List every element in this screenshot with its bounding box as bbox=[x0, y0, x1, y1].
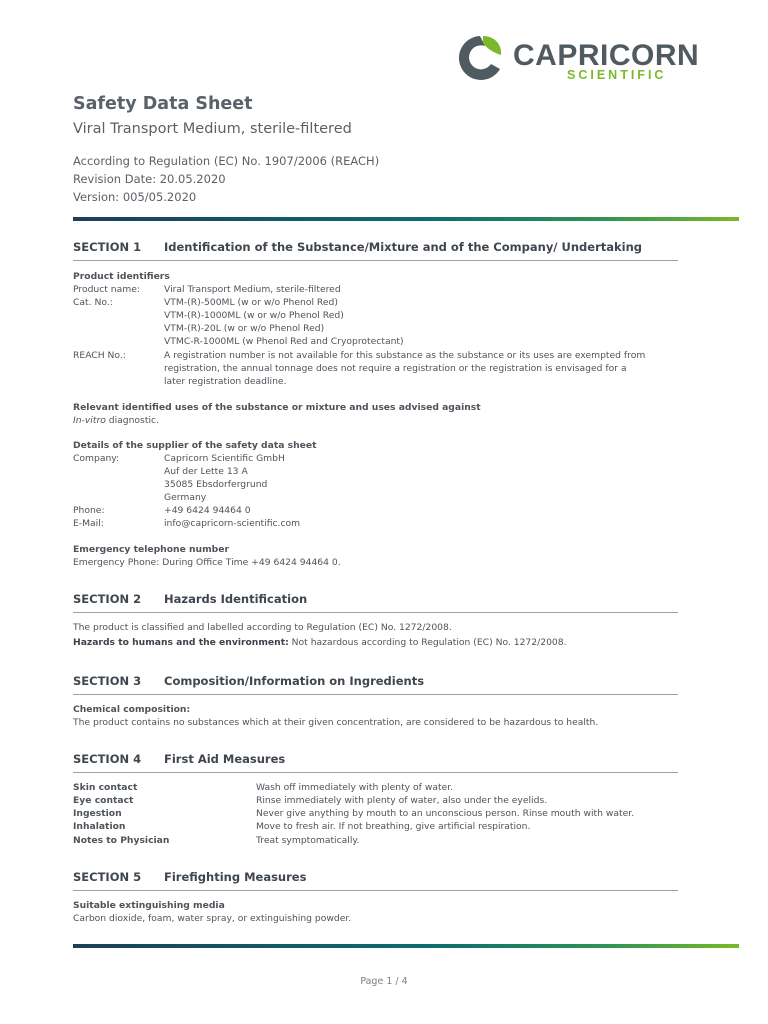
emergency-heading: Emergency telephone number bbox=[73, 544, 229, 555]
first-aid-value: Wash off immediately with plenty of water. bbox=[256, 782, 454, 793]
first-aid-value: Rinse immediately with plenty of water, also under the eyelids. bbox=[256, 795, 548, 806]
cat-no-item: VTM-(R)-1000ML (w or w/o Phenol Red) bbox=[164, 310, 344, 321]
hazard-humans-text bbox=[73, 636, 567, 649]
reach-no-text: A registration number is not available for this substance as the substance or its uses are exempted from bbox=[164, 350, 646, 361]
section-number: SECTION 3 bbox=[73, 674, 142, 688]
first-aid-label: Notes to Physician bbox=[73, 835, 170, 846]
section-number: SECTION 5 bbox=[73, 870, 142, 884]
capricorn-logo-mark-icon bbox=[455, 33, 505, 83]
cat-no-item: VTM-(R)-20L (w or w/o Phenol Red) bbox=[164, 323, 325, 334]
first-aid-value: Treat symptomatically. bbox=[256, 835, 360, 846]
capricorn-logo bbox=[455, 32, 740, 84]
company-label: Company: bbox=[73, 453, 120, 464]
first-aid-label: Ingestion bbox=[73, 808, 122, 819]
extinguishing-media-text: Carbon dioxide, foam, water spray, or extinguishing powder. bbox=[73, 913, 352, 924]
version-line: Version: 005/05.2020 bbox=[73, 190, 197, 204]
document-title: Safety Data Sheet bbox=[73, 94, 253, 114]
reach-no-label: REACH No.: bbox=[73, 350, 126, 361]
email-link[interactable]: info@capricorn-scientific.com bbox=[164, 518, 301, 529]
phone-value: +49 6424 94464 0 bbox=[164, 505, 251, 516]
cat-no-label: Cat. No.: bbox=[73, 297, 113, 308]
header-divider bbox=[73, 217, 739, 221]
supplier-heading: Details of the supplier of the safety data sheet bbox=[73, 440, 317, 451]
section-5-heading bbox=[73, 870, 678, 891]
logo-wordmark: CAPRICORN bbox=[513, 39, 700, 72]
section-number: SECTION 4 bbox=[73, 752, 142, 766]
relevant-uses-heading: Relevant identified uses of the substance or mixture and uses advised against bbox=[73, 402, 481, 413]
first-aid-label: Skin contact bbox=[73, 782, 138, 793]
regulation-line: According to Regulation (EC) No. 1907/2006 (REACH) bbox=[73, 154, 380, 168]
hazard-classification-text: The product is classified and labelled according to Regulation (EC) No. 1272/2008. bbox=[73, 622, 452, 633]
uses-rest: diagnostic. bbox=[105, 415, 159, 426]
revision-date: Revision Date: 20.05.2020 bbox=[73, 172, 226, 186]
document-subtitle: Viral Transport Medium, sterile-filtered bbox=[73, 121, 352, 137]
relevant-uses-text bbox=[73, 414, 159, 427]
section-2-heading bbox=[73, 592, 678, 613]
reach-no-text: registration, the annual tonnage does not require a registration or the registration is envisaged for a bbox=[164, 363, 627, 374]
first-aid-value: Never give anything by mouth to an unconscious person. Rinse mouth with water. bbox=[256, 808, 635, 819]
section-1-heading bbox=[73, 240, 678, 261]
cat-no-item: VTMC-R-1000ML (w Phenol Red and Cryoprotectant) bbox=[164, 336, 404, 347]
uses-italic: In-vitro bbox=[73, 415, 106, 426]
section-number: SECTION 2 bbox=[73, 592, 142, 606]
hazard-humans-value: Not hazardous according to Regulation (EC) No. 1272/2008. bbox=[288, 637, 567, 648]
phone-label: Phone: bbox=[73, 505, 105, 516]
first-aid-label: Eye contact bbox=[73, 795, 134, 806]
email-label: E-Mail: bbox=[73, 518, 104, 529]
chemical-composition-text: The product contains no substances which at their given concentration, are considered to be hazardous to health. bbox=[73, 717, 599, 728]
company-line: Capricorn Scientific GmbH bbox=[164, 453, 285, 464]
emergency-text: Emergency Phone: During Office Time +49 6424 94464 0. bbox=[73, 557, 341, 568]
first-aid-label: Inhalation bbox=[73, 821, 126, 832]
page-number: Page 1 / 4 bbox=[360, 976, 408, 987]
first-aid-value: Move to fresh air. If not breathing, give artificial respiration. bbox=[256, 821, 531, 832]
logo-subtitle: SCIENTIFIC bbox=[567, 68, 667, 82]
section-title: Composition/Information on Ingredients bbox=[164, 674, 425, 688]
section-title: Firefighting Measures bbox=[164, 870, 307, 884]
product-identifiers-heading: Product identifiers bbox=[73, 271, 170, 282]
product-name-label: Product name: bbox=[73, 284, 140, 295]
hazard-humans-label: Hazards to humans and the environment: bbox=[73, 637, 289, 648]
section-4-heading bbox=[73, 752, 678, 773]
company-line: Auf der Lette 13 A bbox=[164, 466, 248, 477]
footer-divider bbox=[73, 944, 739, 948]
cat-no-item: VTM-(R)-500ML (w or w/o Phenol Red) bbox=[164, 297, 338, 308]
section-title: Identification of the Substance/Mixture and of the Company/ Undertaking bbox=[164, 240, 643, 254]
section-number: SECTION 1 bbox=[73, 240, 142, 254]
company-line: 35085 Ebsdorfergrund bbox=[164, 479, 268, 490]
section-title: First Aid Measures bbox=[164, 752, 286, 766]
product-name-value: Viral Transport Medium, sterile-filtered bbox=[164, 284, 341, 295]
extinguishing-media-heading: Suitable extinguishing media bbox=[73, 900, 225, 911]
chemical-composition-heading: Chemical composition: bbox=[73, 704, 191, 715]
company-line: Germany bbox=[164, 492, 207, 503]
reach-no-text: later registration deadline. bbox=[164, 376, 287, 387]
section-3-heading bbox=[73, 674, 678, 695]
section-title: Hazards Identification bbox=[164, 592, 308, 606]
